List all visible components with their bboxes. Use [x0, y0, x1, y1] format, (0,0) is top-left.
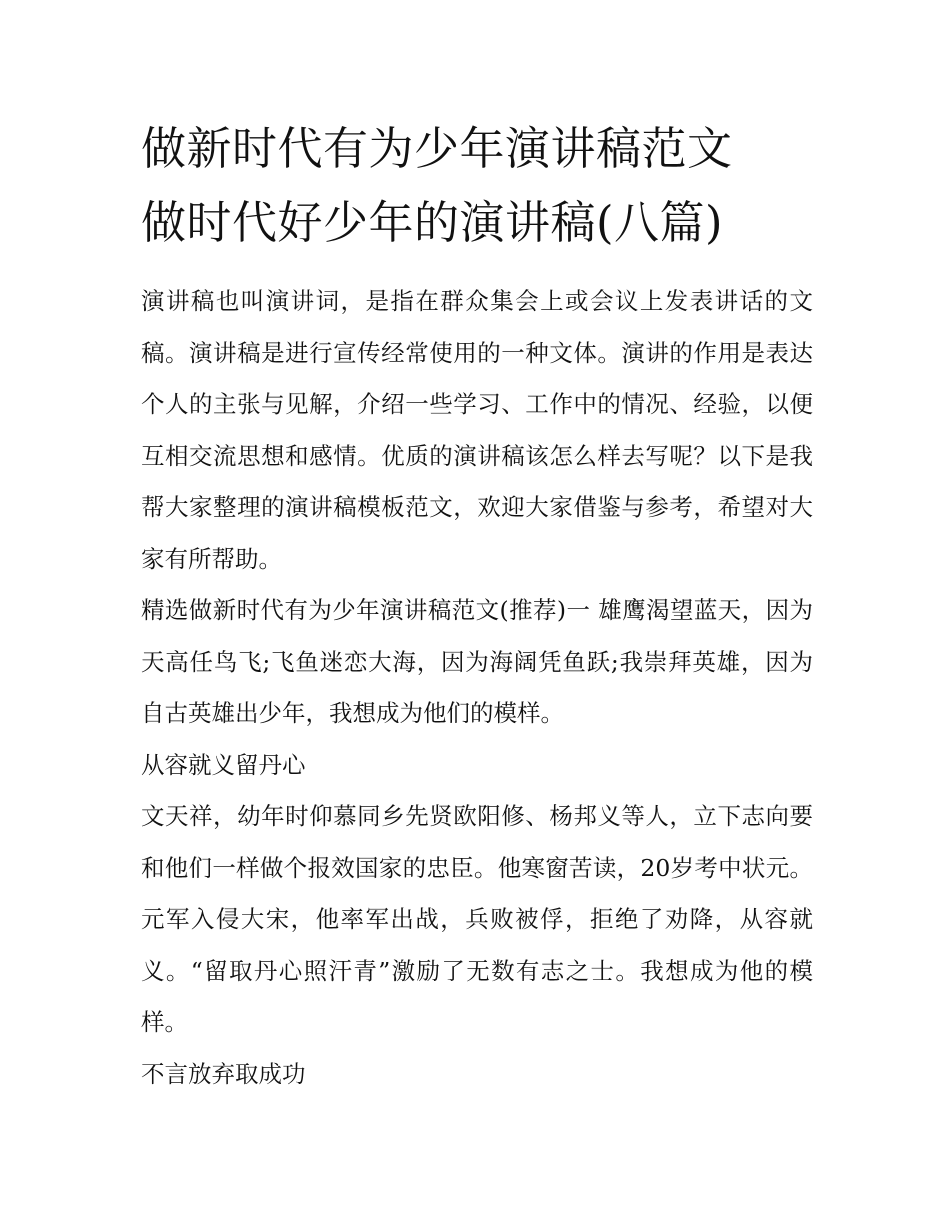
document-title [141, 112, 813, 260]
wen-tianxiang-paragraph: 文天祥，幼年时仰慕同乡先贤欧阳修、杨邦义等人，立下志向要和他们一样做个报效国家的忠臣。他寒窗苦读，20岁考中状元。元军入侵大宋，他率军出战，兵败被俘，拒绝了劝降，从容就义。“留取丹心照汗青”激励了无数有志之士。我想成为他的模样。 [141, 802, 813, 1036]
title-heading [141, 112, 813, 260]
intro-paragraph: 演讲稿也叫演讲词，是指在群众集会上或会议上发表讲话的文稿。演讲稿是进行宣传经常使用的一种文体。演讲的作用是表达个人的主张与见解，介绍一些学习、工作中的情况、经验，以便互相交流思想和感情。优质的演讲稿该怎么样去写呢？以下是我帮大家整理的演讲稿模板范文，欢迎大家借鉴与参考，希望对大家有所帮助。 [141, 287, 813, 573]
section-one-intro-paragraph: 精选做新时代有为少年演讲稿范文(推荐)一 雄鹰渴望蓝天，因为天高任鸟飞;飞鱼迷恋大海，因为海阔凭鱼跃;我崇拜英雄，因为自古英雄出少年，我想成为他们的模样。 [141, 596, 813, 727]
section-heading-2: 不言放弃取成功 [141, 1059, 306, 1088]
section-heading-1: 从容就义留丹心 [141, 750, 306, 779]
title-line-1: 做新时代有为少年演讲稿范文 [141, 122, 733, 175]
document-page [141, 112, 813, 1100]
title-line-2: 做时代好少年的演讲稿(八篇) [141, 196, 724, 249]
document-body [141, 276, 813, 1100]
